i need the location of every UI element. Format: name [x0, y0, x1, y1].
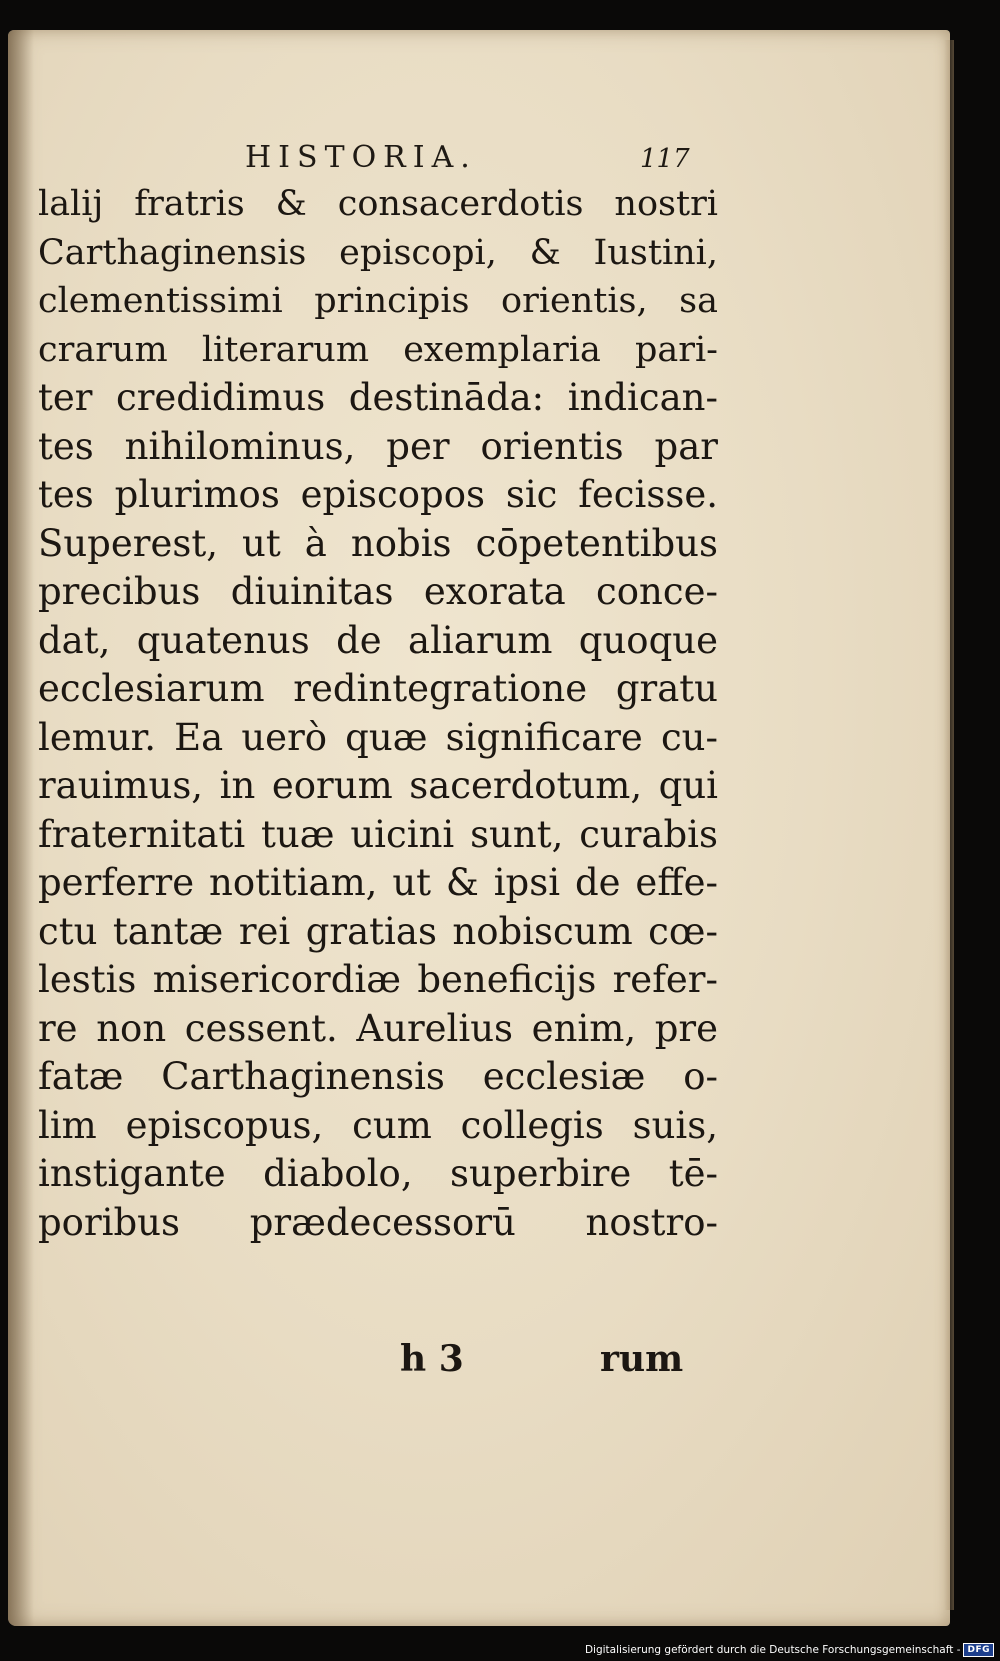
- text-line: Carthaginensis episcopi, & Iustini,: [38, 232, 718, 273]
- text-line: lim episcopus, cum collegis suis,: [38, 1103, 718, 1147]
- text-line: Superest, ut à nobis cōpetentibus: [38, 521, 718, 565]
- text-line: lemur. Ea uerò quæ significare cu-: [38, 715, 718, 759]
- text-line: fatæ Carthaginensis ecclesiæ o-: [38, 1055, 718, 1098]
- text-line: rauimus, in eorum sacerdotum, qui: [38, 764, 718, 807]
- credit-text: Digitalisierung gefördert durch die Deutsche Forschungsgemeinschaft -: [584, 1644, 961, 1656]
- text-line: re non cessent. Aurelius enim, pre: [38, 1006, 718, 1050]
- catchword: rum: [600, 1338, 684, 1380]
- text-line: perferre notitiam, ut & ipsi de effe-: [38, 861, 718, 904]
- text-line: precibus diuinitas exorata conce-: [38, 570, 718, 613]
- text-line: dat, quatenus de aliarum quoque: [38, 618, 718, 662]
- text-line: tes nihilominus, per orientis par: [38, 424, 718, 468]
- running-title: HISTORIA.: [245, 140, 477, 175]
- text-line: lalij fratris & consacerdotis nostri: [38, 184, 718, 224]
- dfg-logo-icon: DFG: [963, 1643, 994, 1657]
- digitization-credit: [585, 1643, 994, 1657]
- page-number: 117: [640, 144, 690, 174]
- text-line: poribus prædecessorū nostro-: [38, 1200, 718, 1244]
- text-line: tes plurimos episcopos sic fecisse.: [38, 473, 718, 516]
- signature-mark: h 3: [400, 1338, 464, 1380]
- text-line: ctu tantæ rei gratias nobiscum cœ-: [38, 909, 718, 953]
- text-line: crarum literarum exemplaria pari-: [38, 329, 718, 370]
- text-line: ter credidimus destināda: indican-: [38, 376, 718, 419]
- text-line: lestis misericordiæ beneficijs refer-: [38, 958, 718, 1001]
- text-line: ecclesiarum redintegratione gratu: [38, 667, 718, 710]
- page-footer: [0, 1338, 1000, 1388]
- text-line: instigante diabolo, superbire tē-: [38, 1152, 718, 1195]
- text-line: fraternitati tuæ uicini sunt, curabis: [38, 812, 718, 856]
- body-text: [38, 180, 718, 1247]
- text-line: clementissimi principis orientis, sa: [38, 281, 718, 321]
- page-header: [0, 140, 1000, 180]
